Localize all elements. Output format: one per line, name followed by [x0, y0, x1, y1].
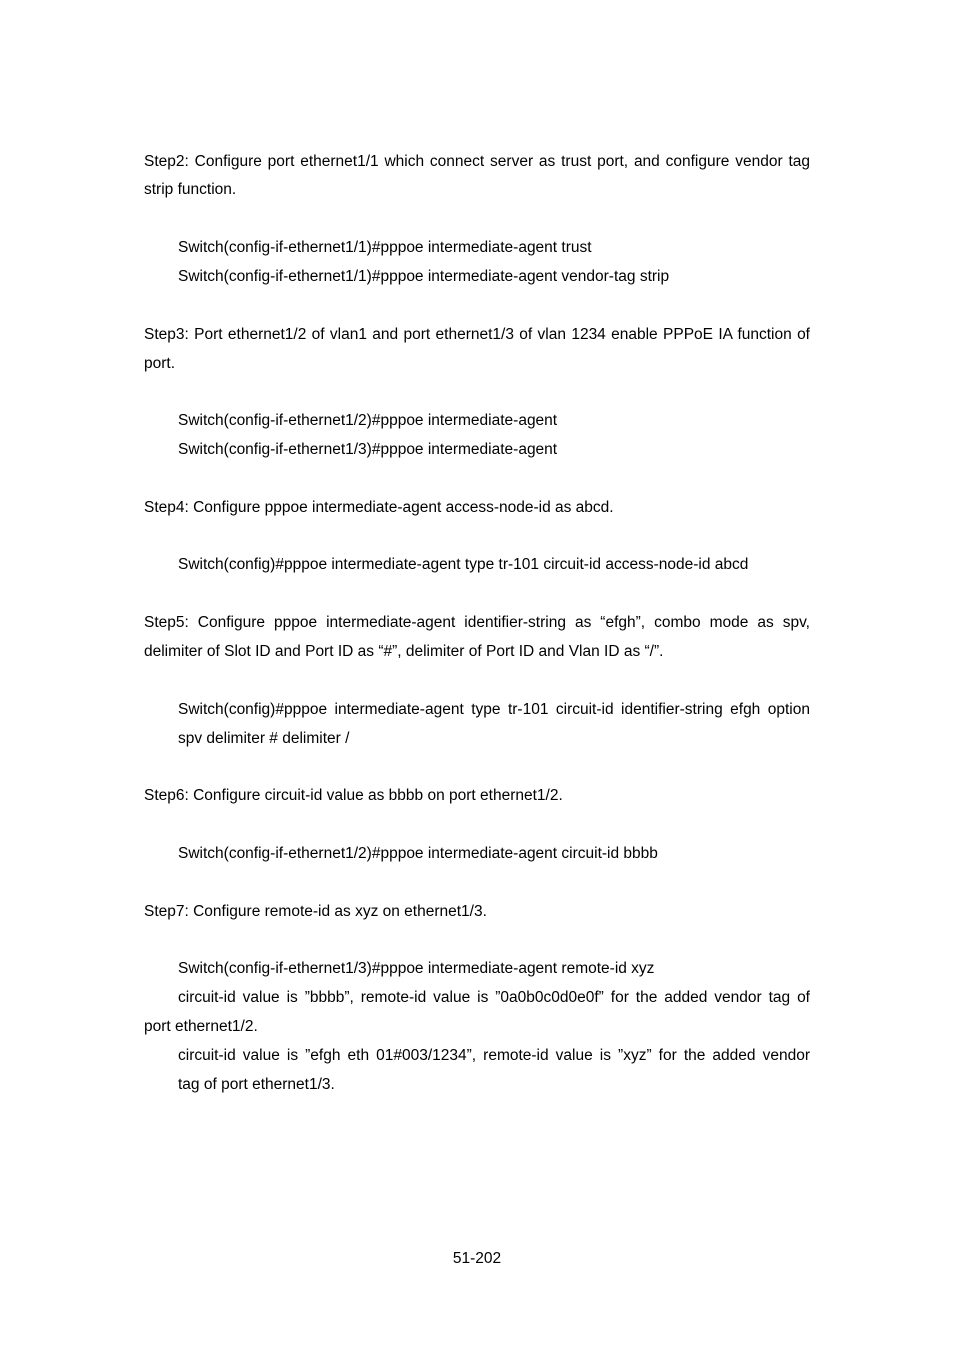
step3-command-port3: Switch(config-if-ethernet1/3)#pppoe intermediate-agent: [178, 441, 558, 458]
step6-text: Step6: Configure circuit-id value as bbbb on port ethernet1/2.: [144, 787, 563, 804]
step4-command-access-node-id: Switch(config)#pppoe intermediate-agent type tr-101 circuit-id access-node-id abcd: [178, 556, 749, 573]
step5-command-line2: spv delimiter # delimiter /: [178, 730, 350, 747]
step5-text-line2: delimiter of Slot ID and Port ID as “#”, delimiter of Port ID and Vlan ID as “/”.: [144, 643, 664, 660]
step5-command-line1: Switch(config)#pppoe intermediate-agent type tr-101 circuit-id identifier-string efgh option: [178, 701, 810, 718]
result-port2-line2: port ethernet1/2.: [144, 1018, 258, 1035]
result-port3-line2: tag of port ethernet1/3.: [178, 1076, 335, 1093]
step2-command-vendor-tag-strip: Switch(config-if-ethernet1/1)#pppoe intermediate-agent vendor-tag strip: [178, 268, 670, 285]
result-port2-line1: circuit-id value is ”bbbb”, remote-id value is ”0a0b0c0d0e0f” for the added vendor tag of: [178, 989, 810, 1006]
step2-text-line2: strip function.: [144, 181, 237, 198]
step2-text-line1: Step2: Configure port ethernet1/1 which connect server as trust port, and configure vendor tag: [144, 153, 810, 170]
page-number: 51-202: [452, 1250, 502, 1267]
step7-text: Step7: Configure remote-id as xyz on ethernet1/3.: [144, 903, 487, 920]
step3-command-port2: Switch(config-if-ethernet1/2)#pppoe intermediate-agent: [178, 412, 558, 429]
step5-text-line1: Step5: Configure pppoe intermediate-agent identifier-string as “efgh”, combo mode as spv,: [144, 614, 810, 631]
step3-text-line1: Step3: Port ethernet1/2 of vlan1 and port ethernet1/3 of vlan 1234 enable PPPoE IA function of: [144, 326, 810, 343]
step3-text-line2: port.: [144, 355, 176, 372]
result-port3-line1: circuit-id value is ”efgh eth 01#003/1234”, remote-id value is ”xyz” for the added vendor: [178, 1047, 810, 1064]
step7-command-remote-id: Switch(config-if-ethernet1/3)#pppoe intermediate-agent remote-id xyz: [178, 960, 655, 977]
step6-command-circuit-id: Switch(config-if-ethernet1/2)#pppoe intermediate-agent circuit-id bbbb: [178, 845, 658, 862]
step4-text: Step4: Configure pppoe intermediate-agent access-node-id as abcd.: [144, 499, 614, 516]
step2-command-trust: Switch(config-if-ethernet1/1)#pppoe intermediate-agent trust: [178, 239, 592, 256]
